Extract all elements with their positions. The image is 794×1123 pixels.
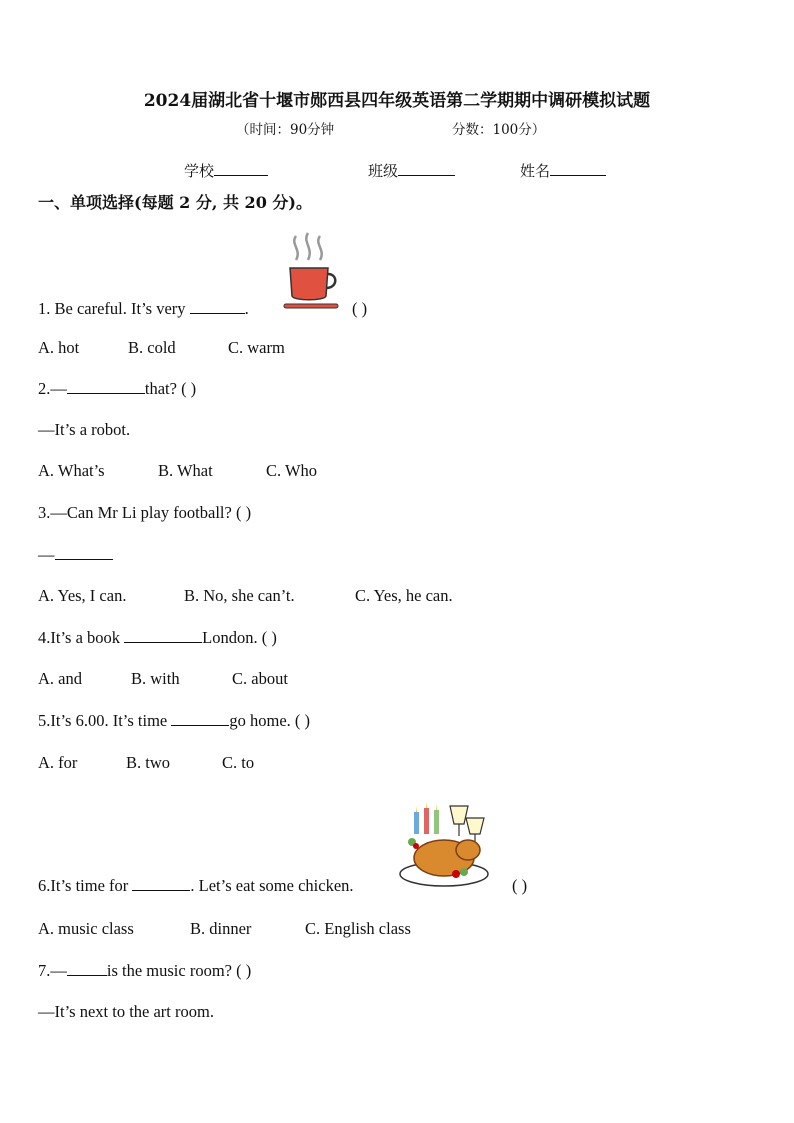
q4-option-c[interactable]: C. about [232, 669, 288, 688]
q5-option-a[interactable]: A. for [38, 753, 78, 772]
question-6 [38, 876, 354, 896]
q4-option-b[interactable]: B. with [131, 669, 180, 688]
q1-option-b[interactable]: B. cold [128, 338, 176, 357]
q5-blank[interactable] [171, 711, 229, 726]
class-blank[interactable] [398, 161, 455, 176]
page-title: 2024届湖北省十堰市郧西县四年级英语第二学期期中调研模拟试题 [143, 91, 651, 111]
class-label: 班级 [368, 162, 399, 180]
q7-blank[interactable] [67, 961, 107, 976]
q3-option-b[interactable]: B. No, she can’t. [184, 586, 295, 605]
school-label: 学校 [184, 162, 215, 180]
q7-post: is the music room? ( ) [106, 961, 252, 980]
q6-option-a[interactable]: A. music class [38, 919, 134, 938]
name-field[interactable] [520, 160, 606, 181]
class-field[interactable] [368, 160, 455, 181]
q5-post: go home. ( ) [229, 711, 311, 730]
question-7 [38, 961, 251, 981]
section-title: 一、单项选择(每题 2 分, 共 20 分)。 [38, 193, 312, 212]
q2-post: that? ( ) [144, 379, 197, 398]
q6-answer-paren[interactable]: ( ) [512, 876, 528, 895]
question-3: 3.—Can Mr Li play football? ( ) [38, 503, 252, 522]
q6-blank[interactable] [132, 876, 190, 891]
q4-blank[interactable] [124, 628, 202, 643]
q2-option-c[interactable]: C. Who [266, 461, 318, 480]
q6-pre: 6.It’s time for [38, 876, 129, 895]
q6-option-b[interactable]: B. dinner [190, 919, 252, 938]
q1-end: . [244, 299, 249, 318]
time-limit: （时间：90分钟 [236, 122, 335, 138]
school-blank[interactable] [214, 161, 268, 176]
school-field[interactable] [184, 160, 268, 181]
q1-option-a[interactable]: A. hot [38, 338, 80, 357]
q2-option-a[interactable]: A. What’s [38, 461, 105, 480]
q1-answer-paren[interactable]: ( ) [352, 299, 368, 318]
q1-stem: 1. Be careful. It’s very [38, 299, 186, 318]
name-blank[interactable] [550, 161, 606, 176]
q6-option-c[interactable]: C. English class [305, 919, 411, 938]
q7-pre: 7.— [38, 961, 67, 980]
roast-chicken-dinner-icon [394, 798, 494, 890]
q3-blank[interactable] [55, 545, 113, 560]
q2-blank[interactable] [67, 379, 145, 394]
q2-pre: 2.— [38, 379, 67, 398]
q1-blank[interactable] [190, 299, 245, 314]
question-1 [38, 299, 249, 319]
question-5 [38, 711, 310, 731]
q2-answer: —It’s a robot. [38, 420, 131, 439]
q3-answer-dash: — [38, 545, 55, 564]
q3-answer [38, 545, 113, 565]
q3-option-c[interactable]: C. Yes, he can. [355, 586, 453, 605]
q1-option-c[interactable]: C. warm [228, 338, 285, 357]
q6-post: . Let’s eat some chicken. [190, 876, 354, 895]
question-2 [38, 379, 196, 399]
total-score: 分数：100分） [452, 122, 546, 138]
name-label: 姓名 [520, 162, 551, 180]
q2-option-b[interactable]: B. What [158, 461, 213, 480]
q5-pre: 5.It’s 6.00. It’s time [38, 711, 168, 730]
q5-option-c[interactable]: C. to [222, 753, 255, 772]
q3-option-a[interactable]: A. Yes, I can. [38, 586, 127, 605]
q4-post: London. ( ) [202, 628, 277, 647]
q4-pre: 4.It’s a book [38, 628, 121, 647]
question-4 [38, 628, 277, 648]
q4-option-a[interactable]: A. and [38, 669, 82, 688]
q7-answer: —It’s next to the art room. [38, 1002, 214, 1021]
hot-tea-cup-icon [280, 230, 342, 312]
q5-option-b[interactable]: B. two [126, 753, 171, 772]
